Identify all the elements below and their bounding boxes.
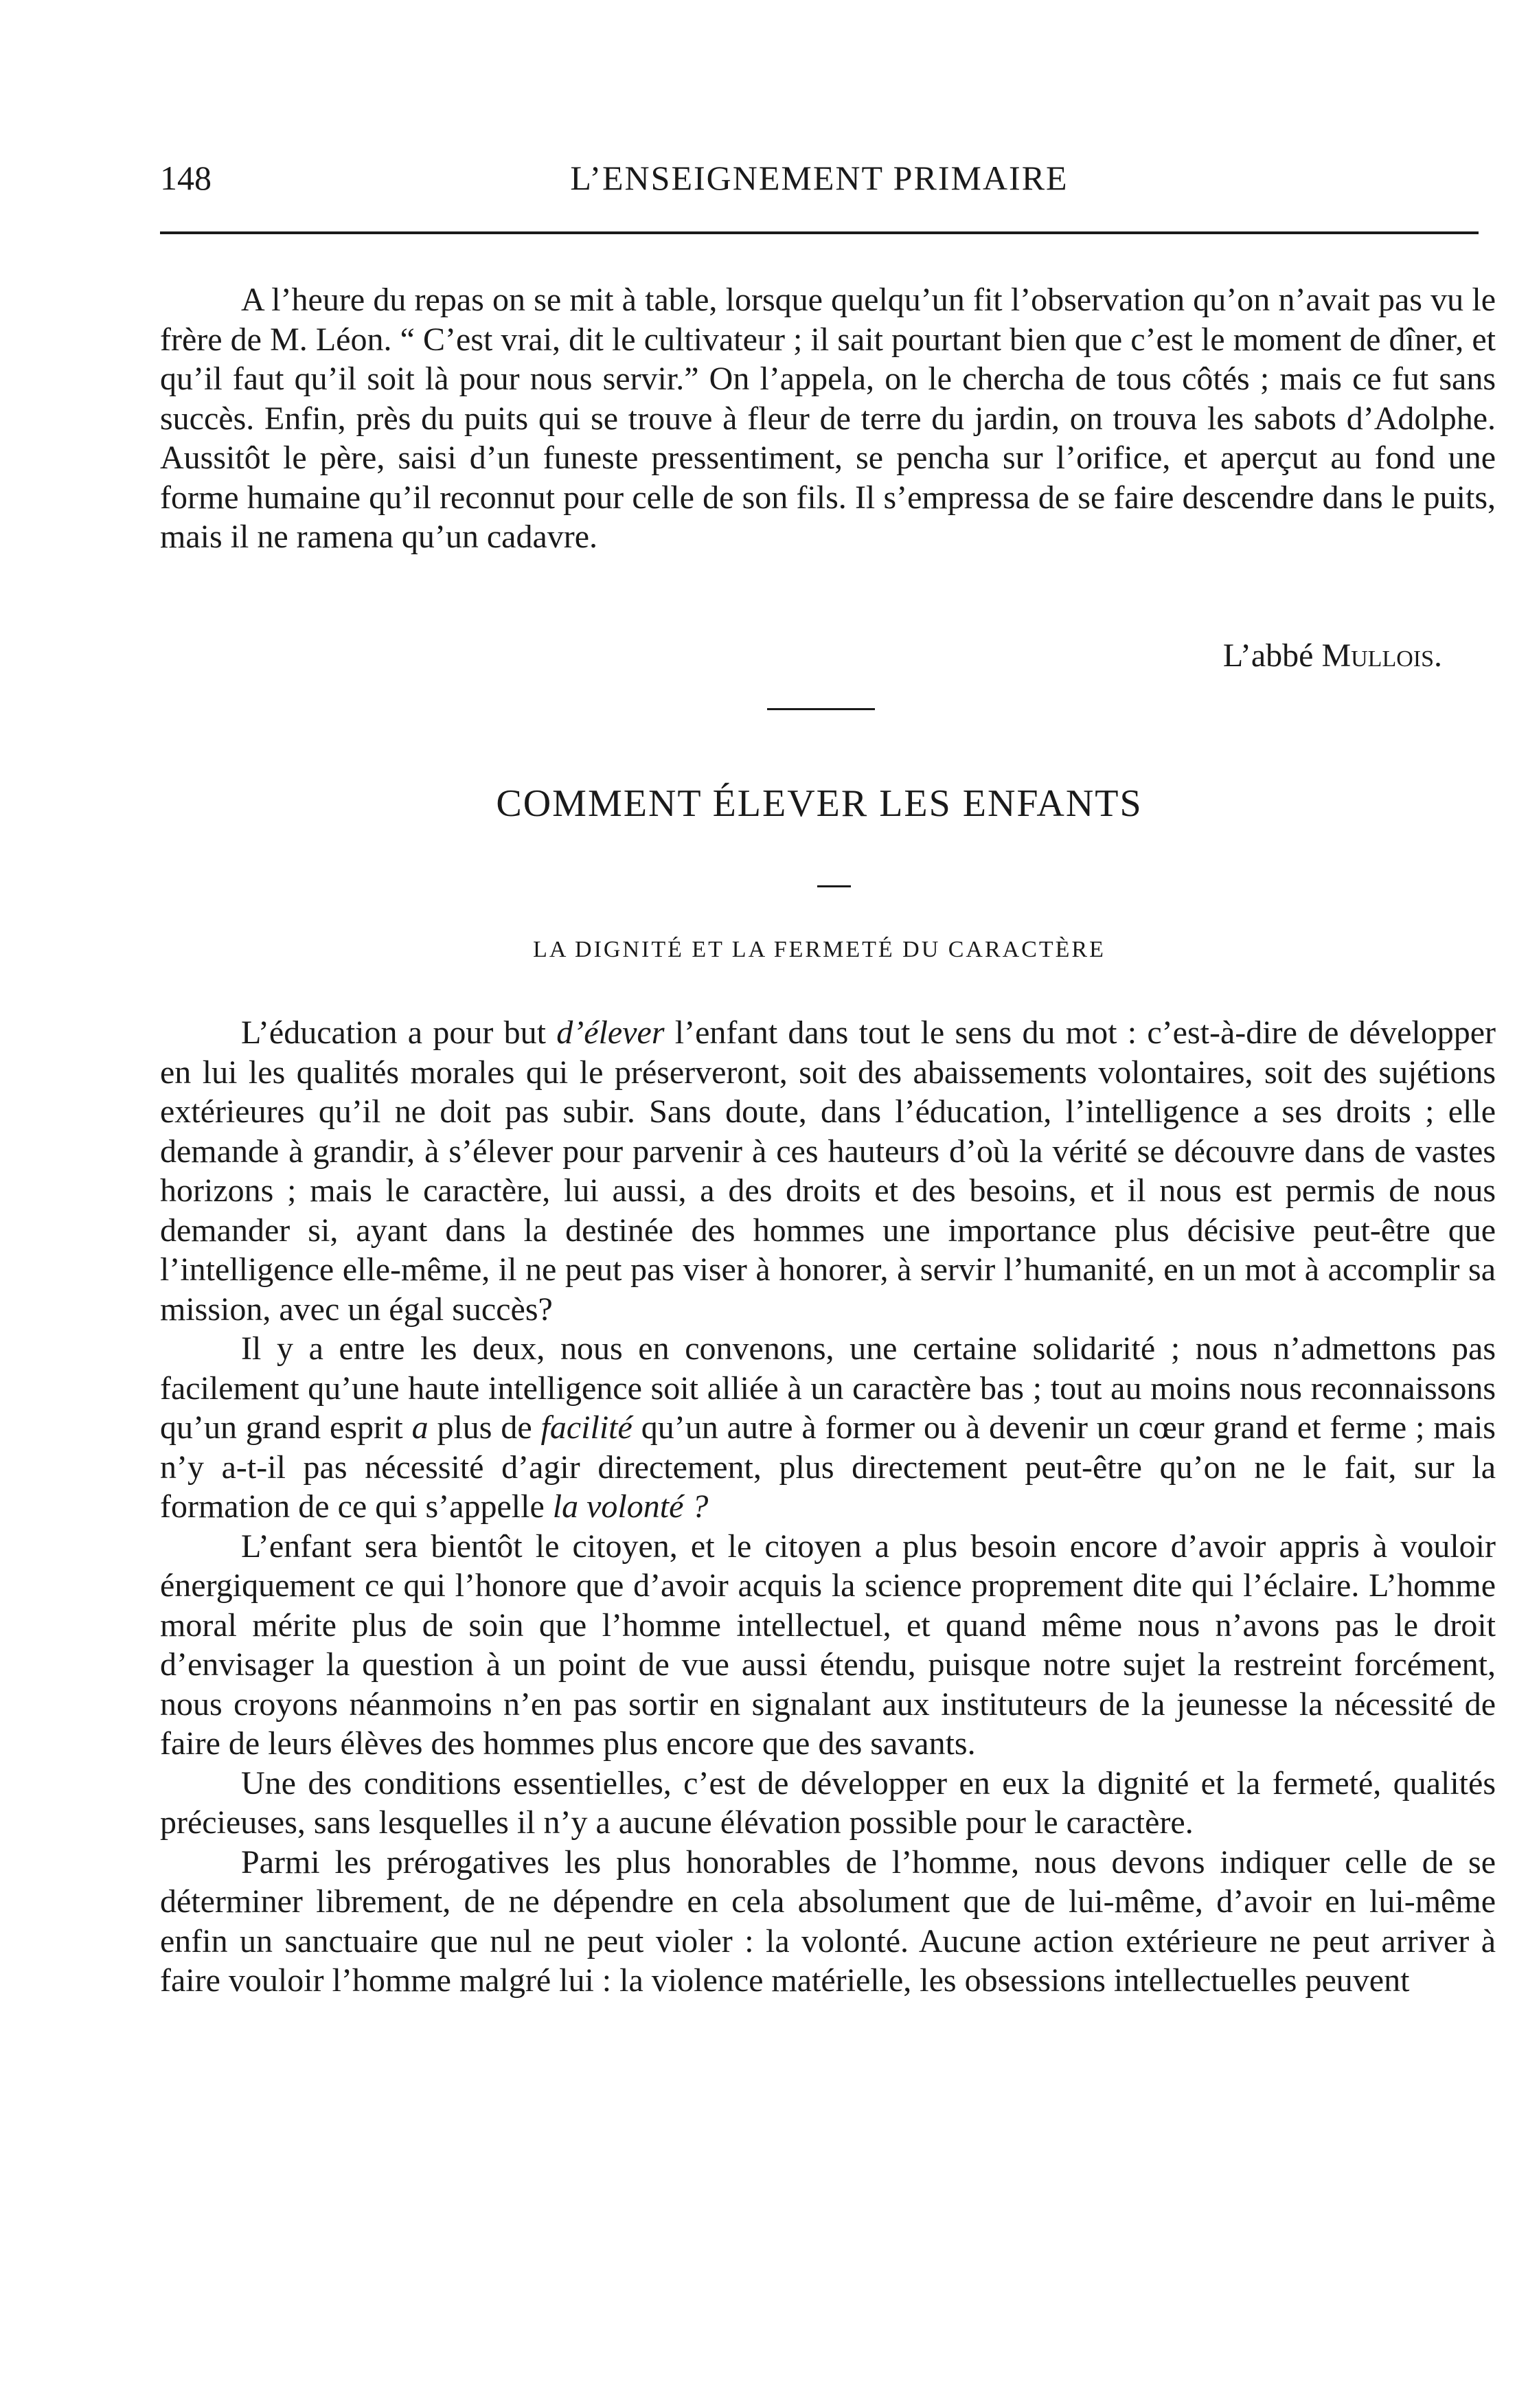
signature-name: Mullois. [1321, 637, 1442, 674]
p1-italic-term: d’élever [556, 1014, 665, 1051]
title-dash [817, 885, 851, 887]
p2-italic-volonte: la volonté ? [552, 1488, 709, 1525]
signature-prefix: L’abbé [1222, 637, 1314, 674]
p1-text-b: l’enfant dans tout le sens du mot : c’est-à-dire de développer en lui les qualités morales qui le préserveront, soit des abaissements volontaires, soit des sujétions extérieures qu’il ne doit pas subir. Sans doute, dans l’éducation, l’intelligence a ses droits ; elle demande à grandir, à s’élever pour parvenir à ces hauteurs d’où la vérité se découvre dans de vastes horizons ; mais le caractère, lui aussi, a des droits et des besoins, et il nous est permis de nous demander si, ayant dans la destinée des hommes une importance plus décisive peut-être que l’intelligence elle-même, il ne peut pas viser à honorer, à servir l’humanité, en un mot à accomplir sa mission, avec un égal succès? [160, 1014, 1496, 1328]
author-signature [961, 635, 1442, 677]
story-paragraph: A l’heure du repas on se mit à table, lorsque quelqu’un fit l’observation qu’on n’avait pas vu le frère de M. Léon. “ C’est vrai, dit le cultivateur ; il sait pourtant bien que c’est le moment de dîner, et qu’il faut qu’il soit là pour nous servir.” On l’appela, on le chercha de tous côtés ; mais ce fut sans succès. Enfin, près du puits qui se trouve à fleur de terre du jardin, on trouva les sabots d’Adolphe. Aussitôt le père, saisi d’un funeste pressentiment, se pencha sur l’orifice, et aperçut au fond une forme humaine qu’il reconnut pour celle de son fils. Il s’empressa de se faire descendre dans le puits, mais il ne ramena qu’un cadavre. [160, 282, 1496, 555]
p1-text-a: L’éducation a pour but [241, 1014, 557, 1051]
section-separator-rule [767, 708, 875, 710]
article-paragraph-2 [160, 1329, 1496, 1527]
article-paragraph-4: Une des conditions essentielles, c’est de développer en eux la dignité et la fermeté, qualités précieuses, sans lesquelles il n’y a aucune élévation possible pour le caractère. [160, 1764, 1496, 1841]
story-ending [160, 280, 1496, 557]
p2-text-a: Il y a entre les deux, nous en convenons, une certaine solidarité ; nous n’admettons pas facilement qu’une haute intelligence soit alliée à un caractère bas ; tout au moins nous reconnaissons qu’un grand esprit [160, 1330, 1496, 1446]
page-number: 148 [160, 159, 212, 197]
section-title: COMMENT ÉLEVER LES ENFANTS [496, 782, 1143, 825]
page-header [160, 154, 1479, 202]
article-paragraph-3: L’enfant sera bientôt le citoyen, et le citoyen a plus besoin encore d’avoir appris à vouloir énergiquement ce qui l’honore que d’avoir acquis la science proprement dite qui l’éclaire. L’homme moral mérite plus de soin que l’homme intellectuel, et quand même nous n’avons pas le droit d’envisager la question à un point de vue aussi étendu, puisque notre sujet la restreint forcément, nous croyons néanmoins n’en pas sortir en signalant aux instituteurs de la jeunesse la nécessité de faire de leurs élèves des hommes plus encore que des savants. [160, 1527, 1496, 1762]
running-title: L’ENSEIGNEMENT PRIMAIRE [570, 159, 1069, 197]
p2-text-b: plus de [428, 1409, 541, 1446]
article-paragraph-1 [160, 1013, 1496, 1329]
article-paragraph-5: Parmi les prérogatives les plus honorables de l’homme, nous devons indiquer celle de se déterminer librement, de ne dépendre en cela absolument que de lui-même, d’avoir en lui-même enfin un sanctuaire que nul ne peut violer : la volonté. Aucune action extérieure ne peut arriver à faire vouloir l’homme malgré lui : la violence matérielle, les obsessions intellectuelles peuvent [160, 1843, 1496, 1999]
p2-italic-facilite: facilité [540, 1409, 632, 1446]
p2-text-c: qu’un autre à former ou à devenir un cœur grand et ferme ; mais n’y a-t-il pas nécessité d’agir directement, plus directement peut-être qu’on ne le fait, sur la formation de ce qui s’appelle [160, 1409, 1496, 1525]
section-subtitle: LA DIGNITÉ ET LA FERMETÉ DU CARACTÈRE [533, 937, 1106, 962]
header-rule [160, 231, 1479, 234]
p2-italic-a: a [411, 1409, 429, 1446]
article-body [160, 1013, 1496, 2001]
